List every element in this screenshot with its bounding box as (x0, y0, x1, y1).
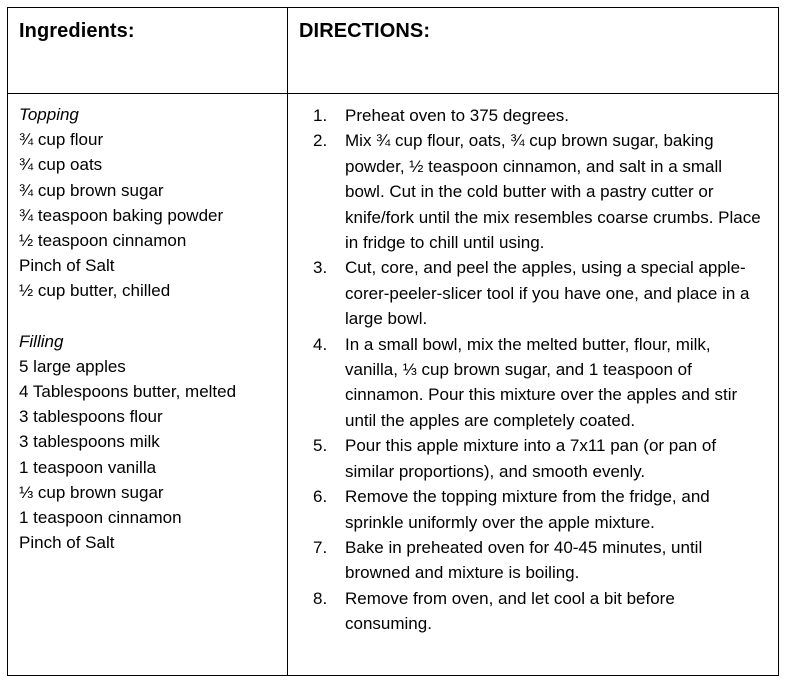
direction-step-text: Preheat oven to 375 degrees. (345, 106, 569, 125)
directions-heading: DIRECTIONS: (299, 20, 431, 42)
direction-step-text: Bake in preheated oven for 40-45 minutes, until browned and mixture is boiling. (345, 537, 703, 583)
direction-step-number: 6. (313, 487, 328, 507)
directions-body-cell (288, 94, 779, 676)
direction-step (300, 586, 764, 637)
direction-step-text: Pour this apple mixture into a 7x11 pan (or pan of similar proportions), and smooth evenly. (345, 436, 717, 481)
directions-list-wrapper (288, 94, 778, 637)
ingredients-heading: Ingredients: (19, 20, 135, 42)
directions-list (300, 103, 764, 637)
recipe-table (7, 7, 779, 676)
table-header-row (8, 8, 779, 94)
ingredient-item: ⅓ cup brown sugar (19, 482, 164, 502)
direction-step (300, 535, 764, 586)
ingredient-item: ¾ cup brown sugar (19, 180, 164, 200)
ingredient-item: ¾ teaspoon baking powder (19, 205, 224, 225)
direction-step-number: 3. (313, 258, 328, 278)
ingredient-item: 3 tablespoons flour (19, 407, 163, 427)
ingredients-header-cell (8, 8, 288, 94)
ingredient-group-topping (19, 102, 287, 304)
direction-step (300, 484, 764, 535)
direction-step (300, 433, 764, 484)
ingredients-body-cell (8, 94, 288, 676)
ingredient-group-filling (19, 329, 287, 556)
ingredient-item: 1 teaspoon vanilla (19, 457, 157, 477)
direction-step (300, 128, 764, 255)
ingredient-group-title: Filling (19, 331, 64, 351)
directions-header-cell (288, 8, 779, 94)
ingredient-item: ½ cup butter, chilled (19, 281, 171, 301)
direction-step-text: Remove the topping mixture from the fridge, and sprinkle uniformly over the apple mixture. (345, 487, 710, 532)
table-body-row (8, 94, 779, 676)
direction-step-number: 1. (313, 106, 328, 125)
ingredient-item: ½ teaspoon cinnamon (19, 231, 187, 251)
direction-step (300, 332, 764, 434)
ingredient-item: ¾ cup oats (19, 155, 103, 175)
ingredient-item: Pinch of Salt (19, 533, 115, 553)
ingredient-group-title: Topping (19, 105, 79, 124)
ingredient-group-spacer (19, 304, 287, 329)
ingredient-item: 4 Tablespoons butter, melted (19, 382, 237, 402)
direction-step-number: 8. (313, 588, 328, 608)
direction-step-number: 7. (313, 537, 328, 557)
ingredient-item: 1 teaspoon cinnamon (19, 508, 182, 528)
direction-step-number: 5. (313, 436, 328, 456)
ingredient-item: ¾ cup flour (19, 130, 104, 150)
ingredient-item: Pinch of Salt (19, 256, 115, 276)
direction-step-text: In a small bowl, mix the melted butter, flour, milk, vanilla, ⅓ cup brown sugar, and 1 teaspoon of cinnamon. Pour this mixture over the apples and stir until the apples are completely coated. (345, 334, 738, 430)
direction-step-number: 4. (313, 334, 328, 354)
direction-step-text: Remove from oven, and let cool a bit before consuming. (345, 588, 675, 634)
direction-step (300, 255, 764, 331)
direction-step-number: 2. (313, 131, 328, 151)
direction-step-text: Cut, core, and peel the apples, using a special apple-corer-peeler-slicer tool if you have one, and place in a large bowl. (345, 258, 750, 329)
direction-step-text: Mix ¾ cup flour, oats, ¾ cup brown sugar, baking powder, ½ teaspoon cinnamon, and salt in a small bowl. Cut in the cold butter with a pastry cutter or knife/fork until the mix resembles coarse crumbs. Place in fridge to chill until using. (345, 131, 761, 253)
direction-step (300, 103, 764, 128)
ingredient-item: 5 large apples (19, 356, 126, 376)
ingredient-item: 3 tablespoons milk (19, 432, 160, 452)
ingredients-list (8, 94, 287, 555)
